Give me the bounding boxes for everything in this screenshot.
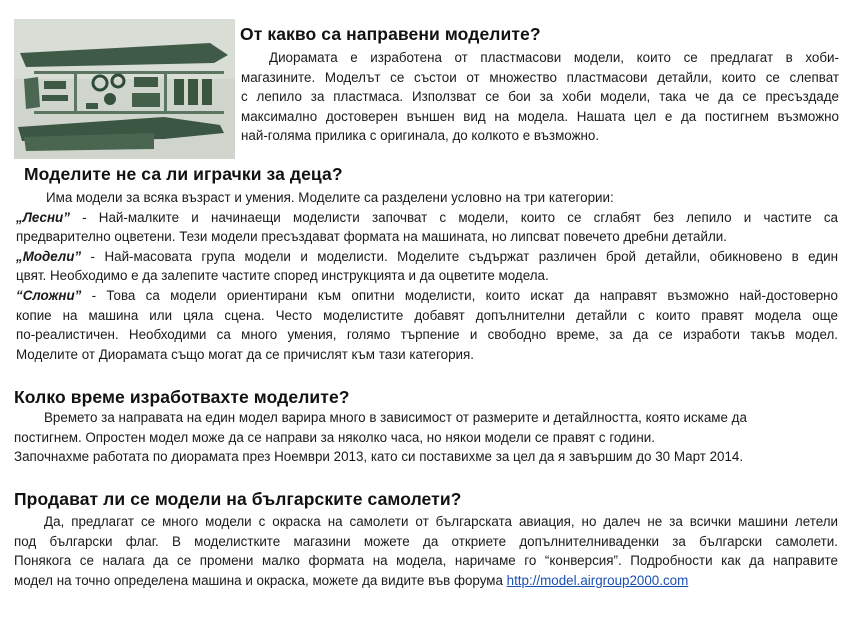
term-hard: “Сложни”	[16, 287, 82, 303]
text-line: Понякога се налага да се промени малко формата на модела, наричаме го “конверсия”. Подробности как да направите	[14, 553, 838, 569]
text-fragment: - Това са модели ориентирани към опитни моделисти, които искат да направят възможно най-достоверно	[81, 287, 838, 303]
text-line: най-голяма прилика с оригинала, до колкото е възможно.	[241, 128, 600, 144]
model-parts-photo	[14, 19, 235, 159]
text-line: Да, предлагат се много модели с окраска на самолети от българската авиация, но далеч не за всички машини летели	[44, 514, 838, 529]
sprue-illustration	[14, 19, 235, 159]
section-body-toys	[16, 188, 838, 364]
text-line: под български флаг. В моделистките магазини можете да откриете допълнителниваденки за български самолети.	[14, 533, 838, 549]
section-body-materials	[241, 48, 839, 146]
text-fragment: модел на точно определена машина и окраска, можете да видите във форума	[14, 572, 507, 588]
section-body-time	[14, 408, 836, 467]
text-fragment: - Най-масовата група модели и моделисти. Моделите съдържат различен брой детайли, обикновено в един	[81, 248, 838, 264]
text-line: цвят. Необходимо е да залепите частите според инструкцията и да оцветите модела.	[16, 268, 549, 284]
text-line: постигнем. Опростен модел може да се направи за няколко часа, но някои модели се правят с години.	[14, 429, 655, 445]
text-line: Времето за направата на един модел варира много в зависимост от размерите и детайлността, която искаме да	[44, 410, 747, 425]
section-body-bulgarian	[14, 512, 838, 590]
text-line-with-link	[14, 571, 838, 591]
section-heading-materials: От какво са направени моделите?	[240, 24, 541, 44]
text-line: Диорамата е изработена от пластмасови модели, които се предлагат в хоби-	[269, 50, 839, 65]
term-models: „Модели”	[16, 248, 82, 264]
text-line: максимално достоверен външен вид на модела. Нашата цел е да постигнем възможно	[241, 108, 839, 124]
section-heading-toys: Моделите не са ли играчки за деца?	[24, 164, 343, 184]
text-line: магазините. Моделът се състои от множество пластмасови детайли, които се слепват	[241, 69, 839, 85]
text-line: Моделите от Диорамата също могат да се причислят към тази категория.	[16, 346, 475, 362]
text-line: Започнахме работата по диорамата през Ноември 2013, като си поставихме за цел да я завършим до 30 Март 2014.	[14, 449, 744, 465]
category-models	[16, 247, 838, 267]
term-easy: „Лесни”	[16, 209, 70, 225]
text-line: с лепило за пластмаса. Използват се бои за хоби модели, така че да се пресъздаде	[241, 89, 839, 105]
section-heading-bulgarian: Продават ли се модели на българските самолети?	[14, 489, 462, 509]
forum-link[interactable]: http://model.airgroup2000.com	[506, 572, 689, 588]
category-hard	[16, 286, 838, 306]
text-line: предварително оцветени. Тези модели пресъздават формата на машината, но липсват повечето дребни детайли.	[16, 229, 727, 245]
section-heading-time: Колко време изработвахте моделите?	[14, 387, 350, 407]
text-line: по-реалистичен. Необходими са много умения, голямо търпение и свободно време, за да се изработи такъв модел.	[16, 327, 838, 343]
category-easy	[16, 208, 838, 228]
text-line: Има модели за всяка възраст и умения. Моделите са разделени условно на три категории:	[46, 190, 614, 205]
text-line: копие на машина или цяла сцена. Често моделистите добавят допълнителни детайли с които правят модела още	[16, 307, 838, 323]
text-fragment: - Най-малките и начинаещи моделисти започват с модели, които се сглабят без лепило и частите са	[69, 209, 838, 225]
